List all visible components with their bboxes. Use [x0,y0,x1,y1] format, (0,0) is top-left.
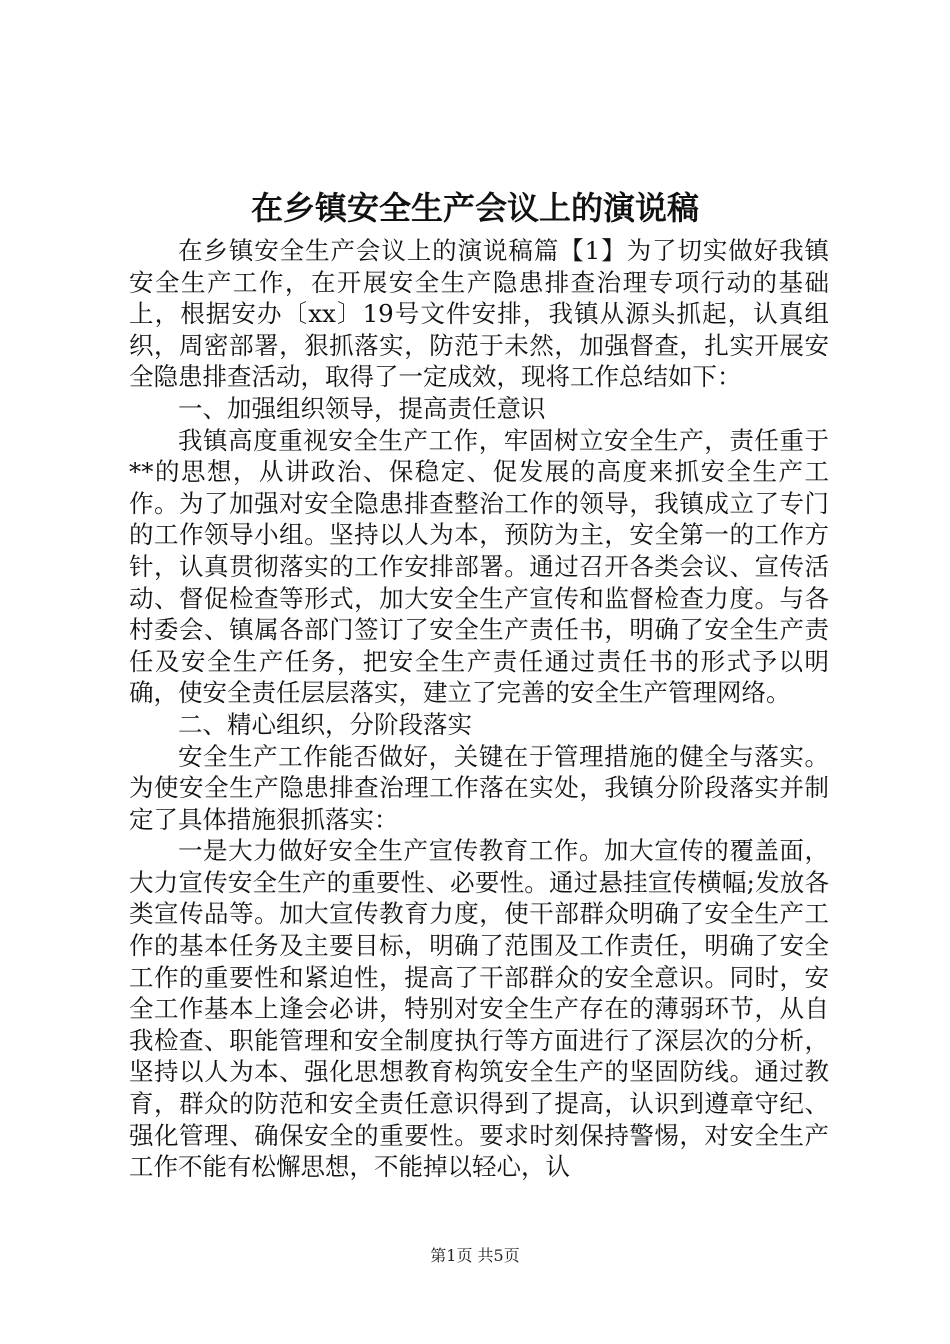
page-number-footer: 第1页 共5页 [430,1246,520,1265]
document-body [129,235,829,1183]
section-2-paragraph: 安全生产工作能否做好，关键在于管理措施的健全与落实。为使安全生产隐患排查治理工作落在实处，我镇分阶段落实并制定了具体措施狠抓落实： [129,741,829,834]
intro-paragraph: 在乡镇安全生产会议上的演说稿篇【1】为了切实做好我镇安全生产工作，在开展安全生产隐患排查治理专项行动的基础上，根据安办〔xx〕19号文件安排，我镇从源头抓起，认真组织，周密部署，狠抓落实，防范于未然，加强督查，扎实开展安全隐患排查活动，取得了一定成效，现将工作总结如下： [129,236,829,392]
section-2-item-1-paragraph: 一是大力做好安全生产宣传教育工作。加大宣传的覆盖面，大力宣传安全生产的重要性、必要性。通过悬挂宣传横幅;发放各类宣传品等。加大宣传教育力度，使干部群众明确了安全生产工作的基本任务及主要目标，明确了范围及工作责任，明确了安全工作的重要性和紧迫性，提高了干部群众的安全意识。同时，安全工作基本上逢会必讲，特别对安全生产存在的薄弱环节，从自我检查、职能管理和安全制度执行等方面进行了深层次的分析，坚持以人为本、强化思想教育构筑安全生产的坚固防线。通过教育，群众的防范和安全责任意识得到了提高，认识到遵章守纪、强化管理、确保安全的重要性。要求时刻保持警惕，对安全生产工作不能有松懈思想，不能掉以轻心，认 [129,836,829,1182]
document-title: 在乡镇安全生产会议上的演说稿 [250,189,699,227]
section-1-paragraph: 我镇高度重视安全生产工作，牢固树立安全生产，责任重于**的思想，从讲政治、保稳定、促发展的高度来抓安全生产工作。为了加强对安全隐患排查整治工作的领导，我镇成立了专门的工作领导小组。坚持以人为本，预防为主，安全第一的工作方针，认真贯彻落实的工作安排部署。通过召开各类会议、宣传活动、督促检查等形式，加大安全生产宣传和监督检查力度。与各村委会、镇属各部门签订了安全生产责任书，明确了安全生产责任及安全生产任务，把安全生产责任通过责任书的形式予以明确，使安全责任层层落实，建立了完善的安全生产管理网络。 [129,425,829,708]
section-heading-1: 一、加强组织领导，提高责任意识 [178,393,546,423]
section-heading-2: 二、精心组织，分阶段落实 [178,709,472,739]
